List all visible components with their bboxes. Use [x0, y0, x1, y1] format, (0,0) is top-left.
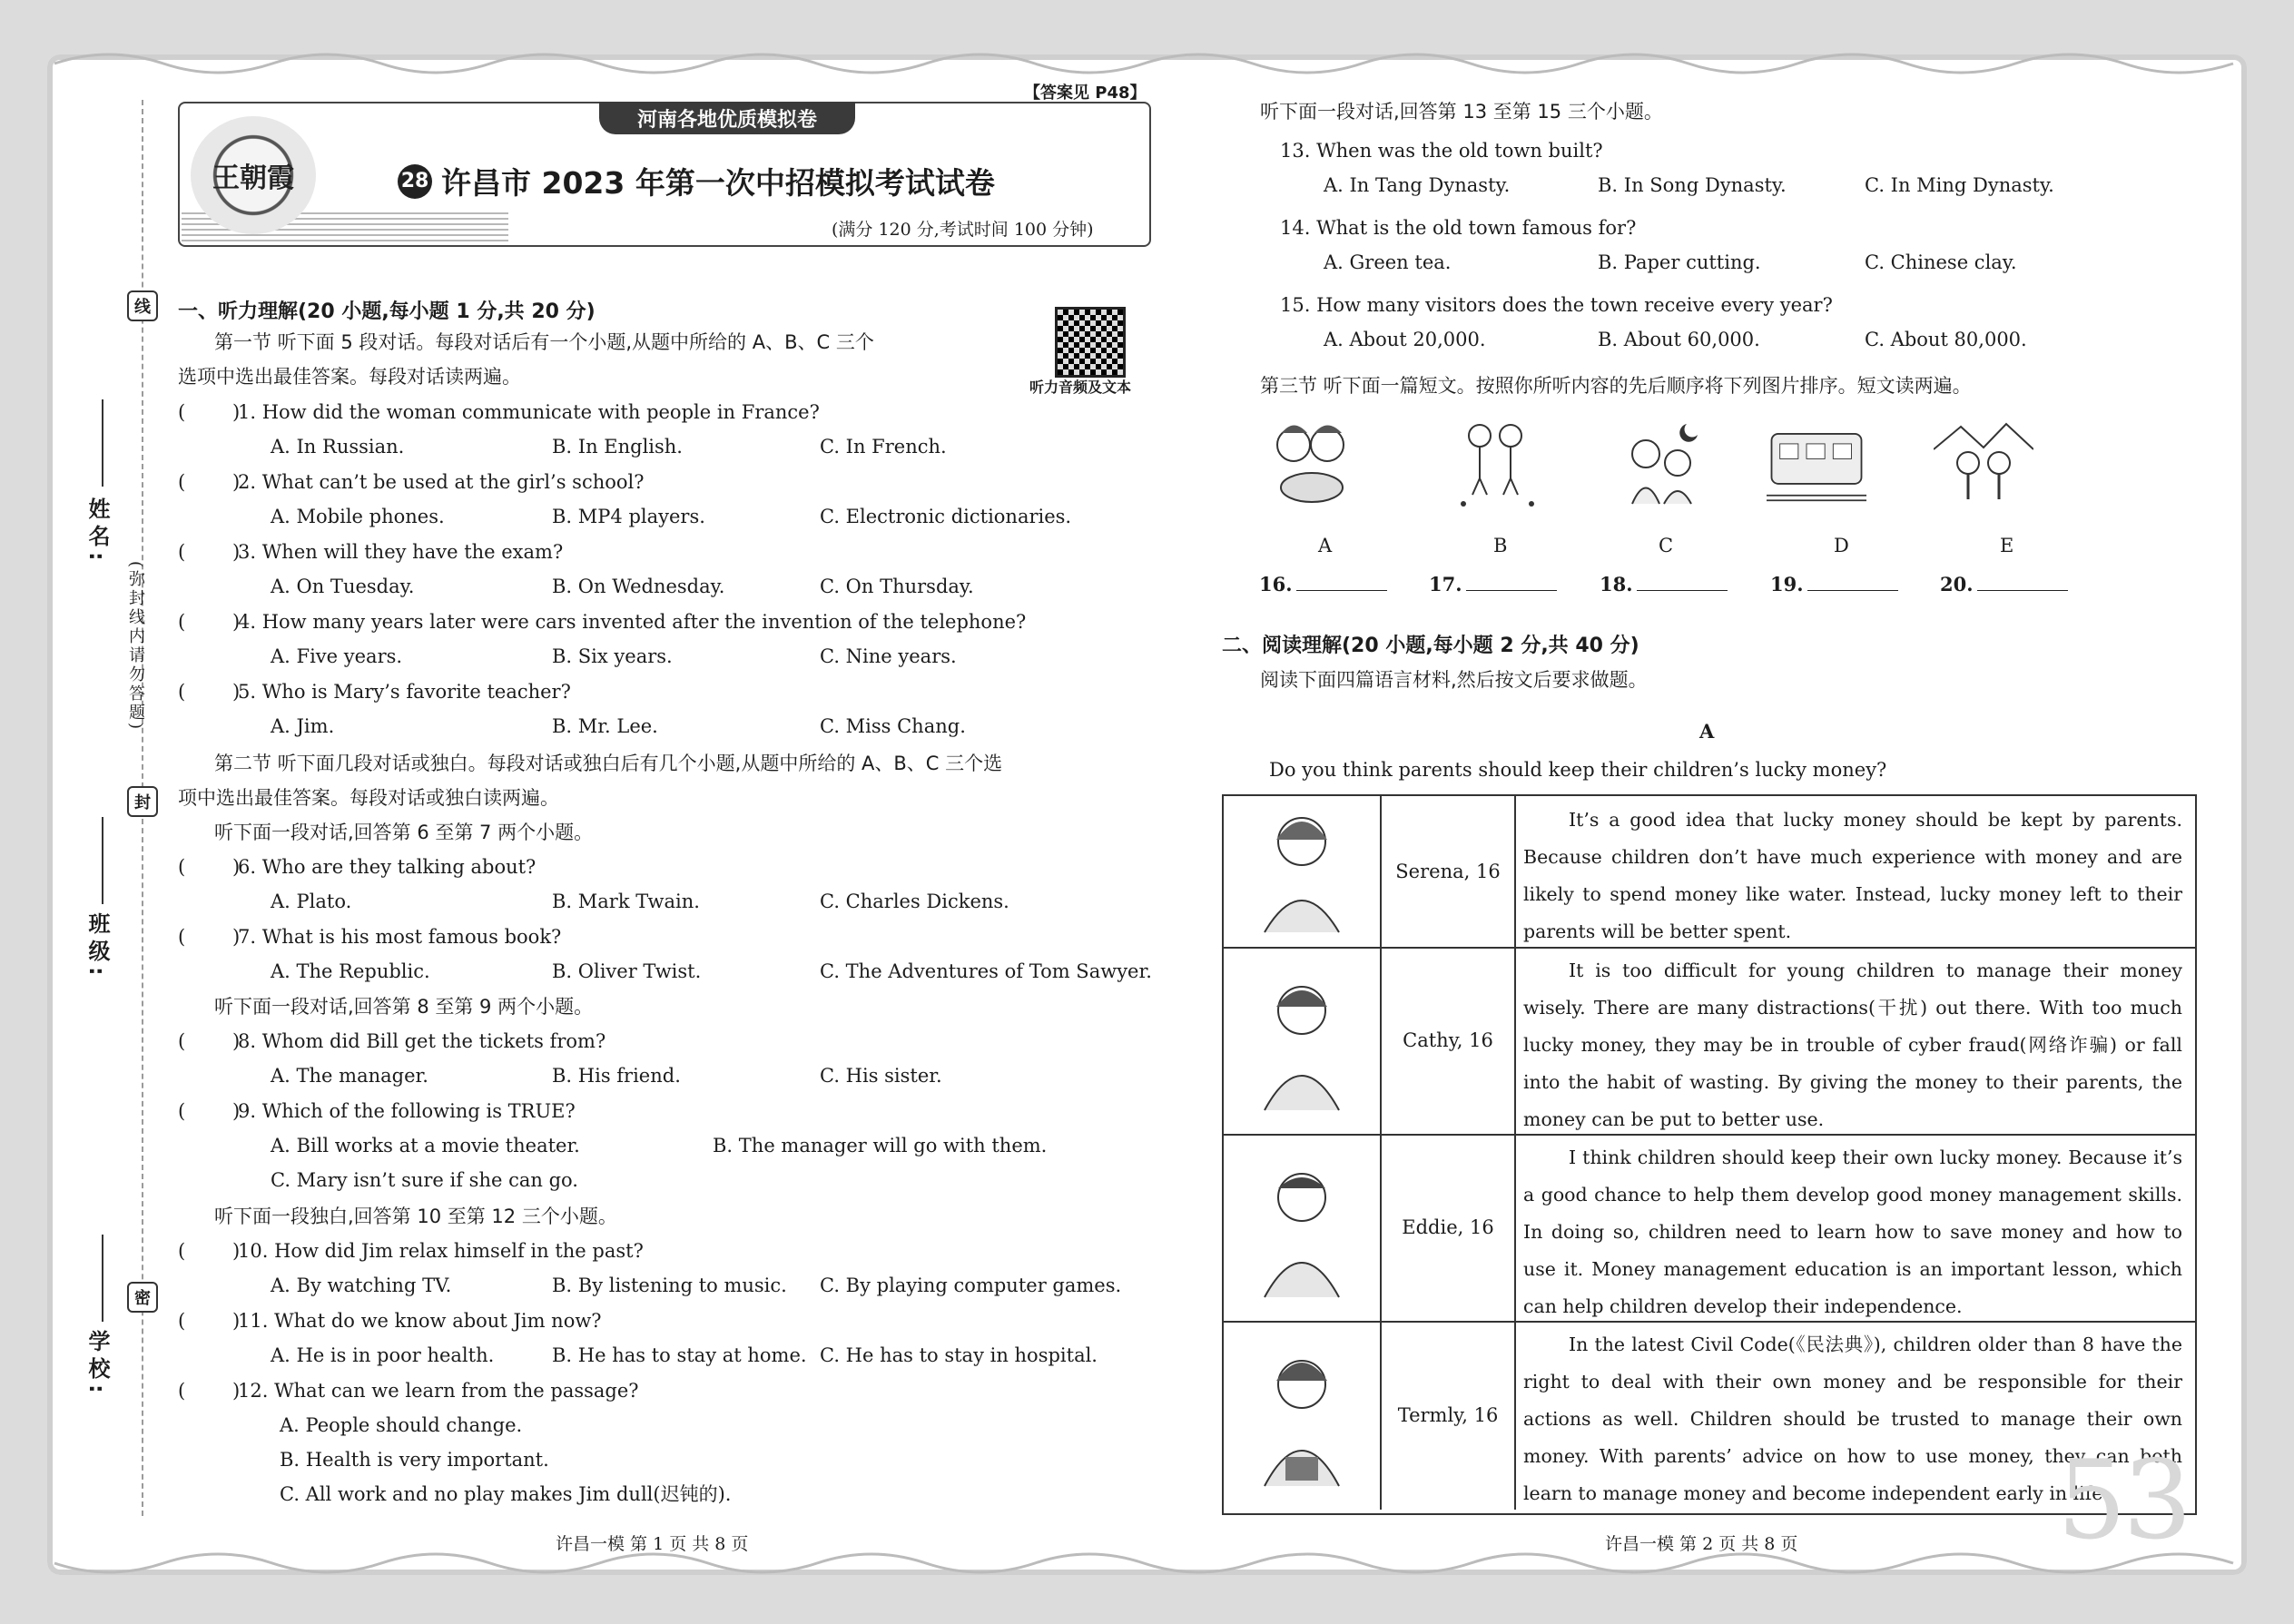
opinion-name: Serena, 16 — [1382, 796, 1516, 947]
opinions-table — [1222, 794, 2197, 1515]
option-a: A. In Russian. — [271, 436, 405, 458]
answer-bracket-close[interactable]: ) — [232, 926, 241, 948]
opinion-text: It’s a good idea that lucky money should be kept by parents. Because children don’t have much experience with money and are likely to spend money like water. Instead, lucky money left to their parents will be better spent. — [1523, 809, 2182, 942]
question-text: 2. What can’t be used at the girl’s school? — [238, 471, 645, 493]
picture-label-a: A — [1318, 535, 1333, 556]
binding-note: (弥封线内请勿答题) — [126, 561, 145, 733]
exam-subtitle: (满分 120 分,考试时间 100 分钟) — [832, 220, 1094, 240]
opinion-text: I think children should keep their own lucky money. Because it’s a good chance to help them develop good money management skills. In doing so, children need to learn how to save money and how to use it. Money management education is an important lesson, which can help children develop their independence. — [1523, 1147, 2182, 1317]
instruction-q6-7: 听下面一段对话,回答第 6 至第 7 两个小题。 — [214, 822, 594, 843]
girl-portrait-icon — [1224, 1321, 1380, 1510]
option-a: A. Five years. — [271, 645, 403, 667]
answer-number-20: 20. — [1940, 573, 1974, 595]
option-b: B. Health is very important. — [280, 1449, 549, 1471]
picture-label-e: E — [2000, 535, 2014, 556]
option-a: A. About 20,000. — [1324, 329, 1486, 350]
option-c: C. His sister. — [820, 1065, 942, 1087]
question-text: 3. When will they have the exam? — [238, 541, 564, 563]
class-underline[interactable] — [102, 817, 103, 904]
answer-bracket-open[interactable]: ( — [178, 1310, 186, 1332]
table-row — [1224, 947, 2195, 1136]
option-c: C. On Thursday. — [820, 576, 974, 597]
question-text: 12. What can we learn from the passage? — [238, 1380, 639, 1402]
opinion-name: Eddie, 16 — [1382, 1134, 1516, 1321]
option-c: C. In Ming Dynasty. — [1865, 174, 2054, 196]
right-page-footer: 许昌一模 第 2 页 共 8 页 — [1605, 1534, 1798, 1554]
option-c: C. In French. — [820, 436, 947, 458]
option-b: B. Six years. — [552, 645, 673, 667]
instruction-q10-12: 听下面一段独白,回答第 10 至第 12 三个小题。 — [214, 1206, 617, 1227]
option-a: A. Mobile phones. — [271, 506, 445, 527]
answer-blank-16[interactable] — [1259, 574, 1387, 595]
option-c: C. Chinese clay. — [1865, 251, 2017, 273]
picture-a-children-eating — [1262, 413, 1362, 513]
page-number-watermark: 53 — [2057, 1438, 2189, 1564]
question-text: 6. Who are they talking about? — [238, 856, 537, 878]
option-b: B. He has to stay at home. — [552, 1344, 807, 1366]
answer-bracket-close[interactable]: ) — [232, 401, 241, 423]
reading-instruction: 阅读下面四篇语言材料,然后按文后要求做题。 — [1260, 669, 1648, 691]
girl-portrait-icon — [1224, 796, 1380, 947]
binding-mark-seal: 封 — [127, 786, 158, 817]
option-a: A. By watching TV. — [271, 1275, 452, 1296]
option-c: C. Mary isn’t sure if she can go. — [271, 1169, 578, 1191]
option-b: B. Paper cutting. — [1598, 251, 1761, 273]
question-text: 10. How did Jim relax himself in the past? — [238, 1240, 644, 1262]
option-a: A. Plato. — [271, 891, 352, 912]
option-b: B. Oliver Twist. — [552, 960, 702, 982]
option-c: C. The Adventures of Tom Sawyer. — [820, 960, 1152, 982]
opinion-text: It is too difficult for young children to manage their money wisely. There are many distractions(干扰) out there. With too much lucky money, they may be in trouble of cyber fraud(网络诈骗) or fall into the habit of wasting. By giving the money to their parents, the money can be put to better use. — [1523, 960, 2182, 1130]
answer-number-16: 16. — [1259, 573, 1293, 595]
exam-header — [178, 84, 1151, 247]
answer-bracket-open[interactable]: ( — [178, 856, 186, 878]
answer-bracket-open[interactable]: ( — [178, 1240, 186, 1262]
opinion-text: In the latest Civil Code(《民法典》), children older than 8 have the right to deal with their own money and be responsible for their actions as well. Children should be trusted to manage their own money. With parents’ advice on how to use money, they can both learn to manage money and become independent early in life. — [1523, 1334, 2182, 1504]
table-row — [1224, 796, 2195, 949]
school-label: 学校: — [84, 1330, 110, 1399]
question-text: 4. How many years later were cars invented after the invention of the telephone? — [238, 611, 1027, 633]
blank-line[interactable] — [1977, 574, 2068, 591]
option-b: B. About 60,000. — [1598, 329, 1760, 350]
binding-mark-secret: 密 — [127, 1282, 158, 1313]
option-a: A. People should change. — [280, 1414, 523, 1436]
answer-blank-17[interactable] — [1429, 574, 1557, 595]
answer-bracket-open[interactable]: ( — [178, 611, 186, 633]
qr-label: 听力音频及文本 — [1029, 379, 1132, 396]
option-b: B. His friend. — [552, 1065, 681, 1087]
answer-bracket-close[interactable]: ) — [232, 1310, 241, 1332]
passage-question: Do you think parents should keep their children’s lucky money? — [1269, 759, 1887, 781]
picture-b-children-walking — [1445, 413, 1545, 513]
passage-label: A — [1699, 720, 1715, 743]
answer-blank-20[interactable] — [1940, 574, 2068, 595]
answer-bracket-close[interactable]: ) — [232, 1100, 241, 1122]
answer-bracket-close[interactable]: ) — [232, 1030, 241, 1052]
answer-bracket-open[interactable]: ( — [178, 401, 186, 423]
girl-portrait-icon — [1224, 947, 1380, 1134]
answer-bracket-close[interactable]: ) — [232, 471, 241, 493]
class-label: 班级: — [84, 912, 110, 981]
option-a: A. On Tuesday. — [271, 576, 415, 597]
question-text: 7. What is his most famous book? — [238, 926, 562, 948]
answer-bracket-close[interactable]: ) — [232, 1240, 241, 1262]
question-text: 9. Which of the following is TRUE? — [238, 1100, 576, 1122]
option-b: B. Mr. Lee. — [552, 715, 658, 737]
option-b: B. In English. — [552, 436, 683, 458]
table-row — [1224, 1134, 2195, 1323]
option-c: C. Charles Dickens. — [820, 891, 1009, 912]
option-c: C. Nine years. — [820, 645, 957, 667]
option-c: C. By playing computer games. — [820, 1275, 1122, 1296]
option-c: C. Miss Chang. — [820, 715, 966, 737]
option-c: C. All work and no play makes Jim dull(迟钝的). — [280, 1483, 732, 1505]
option-a: A. He is in poor health. — [271, 1344, 495, 1366]
portrait-cathy — [1224, 947, 1382, 1134]
series-banner: 河南各地优质模拟卷 — [599, 102, 855, 134]
portrait-serena — [1224, 796, 1382, 947]
option-a: A. Green tea. — [1324, 251, 1452, 273]
answer-bracket-open[interactable]: ( — [178, 471, 186, 493]
exam-title-text: 许昌市 2023 年第一次中招模拟考试试卷 — [441, 165, 995, 201]
blank-line[interactable] — [1807, 574, 1898, 591]
option-c: C. About 80,000. — [1865, 329, 2027, 350]
blank-line[interactable] — [1296, 574, 1387, 591]
question-text: 15. How many visitors does the town receive every year? — [1280, 294, 1833, 316]
option-a: A. In Tang Dynasty. — [1324, 174, 1511, 196]
option-b: B. The manager will go with them. — [713, 1135, 1048, 1156]
blank-line[interactable] — [1466, 574, 1557, 591]
option-b: B. MP4 players. — [552, 506, 705, 527]
section-listening-title: 一、听力理解(20 小题,每小题 1 分,共 20 分) — [178, 300, 596, 323]
question-text: 1. How did the woman communicate with people in France? — [238, 401, 820, 423]
question-text: 11. What do we know about Jim now? — [238, 1310, 602, 1332]
answer-number-19: 19. — [1770, 573, 1804, 595]
answer-bracket-close[interactable]: ) — [232, 856, 241, 878]
picture-label-b: B — [1493, 535, 1508, 556]
answer-bracket-open[interactable]: ( — [178, 681, 186, 703]
option-a: A. Bill works at a movie theater. — [271, 1135, 580, 1156]
answer-bracket-close[interactable]: ) — [232, 1380, 241, 1402]
option-c: C. Electronic dictionaries. — [820, 506, 1072, 527]
school-underline[interactable] — [102, 1235, 103, 1322]
name-label: 姓名: — [84, 497, 110, 566]
blank-line[interactable] — [1637, 574, 1728, 591]
option-a: A. The Republic. — [271, 960, 430, 982]
answer-bracket-open[interactable]: ( — [178, 926, 186, 948]
opinion-name: Cathy, 16 — [1382, 947, 1516, 1134]
qr-code-icon[interactable] — [1055, 307, 1126, 378]
answer-bracket-close[interactable]: ) — [232, 611, 241, 633]
question-text: 8. Whom did Bill get the tickets from? — [238, 1030, 606, 1052]
picture-c-family-night — [1614, 413, 1714, 513]
answer-bracket-open[interactable]: ( — [178, 1100, 186, 1122]
portrait-termly — [1224, 1321, 1382, 1510]
picture-e-children-outdoors — [1934, 413, 2033, 513]
question-text: 5. Who is Mary’s favorite teacher? — [238, 681, 571, 703]
option-b: B. Mark Twain. — [552, 891, 700, 912]
boy-portrait-icon — [1224, 1134, 1380, 1321]
exam-number-badge: 28 — [398, 164, 432, 199]
answer-bracket-open[interactable]: ( — [178, 1030, 186, 1052]
opinion-name: Termly, 16 — [1382, 1321, 1516, 1510]
answer-number-17: 17. — [1429, 573, 1462, 595]
exam-title — [398, 160, 995, 202]
answer-bracket-open[interactable]: ( — [178, 541, 186, 563]
option-b: B. In Song Dynasty. — [1598, 174, 1787, 196]
answer-bracket-close[interactable]: ) — [232, 681, 241, 703]
option-a: A. Jim. — [271, 715, 335, 737]
answer-reference: 【答案见 P48】 — [1024, 84, 1147, 103]
table-row — [1224, 1321, 2195, 1510]
option-b: B. On Wednesday. — [552, 576, 725, 597]
question-text: 13. When was the old town built? — [1280, 140, 1603, 162]
answer-blank-18[interactable] — [1600, 574, 1728, 595]
answer-number-18: 18. — [1600, 573, 1633, 595]
option-c: C. He has to stay in hospital. — [820, 1344, 1098, 1366]
name-underline[interactable] — [102, 399, 103, 487]
part1-instruction-line1: 第一节 听下面 5 段对话。每段对话后有一个小题,从题中所给的 A、B、C 三个 — [214, 331, 874, 353]
instruction-q8-9: 听下面一段对话,回答第 8 至第 9 两个小题。 — [214, 996, 594, 1018]
picture-label-d: D — [1834, 535, 1849, 556]
answer-bracket-open[interactable]: ( — [178, 1380, 186, 1402]
binding-mark-line: 线 — [127, 290, 158, 321]
answer-blank-19[interactable] — [1770, 574, 1898, 595]
section-reading-title: 二、阅读理解(20 小题,每小题 2 分,共 40 分) — [1222, 635, 1639, 657]
picture-d-train — [1767, 413, 1866, 513]
picture-label-c: C — [1659, 535, 1674, 556]
portrait-eddie — [1224, 1134, 1382, 1321]
part2-instruction-line1: 第二节 听下面几段对话或独白。每段对话或独白后有几个小题,从题中所给的 A、B、C 三个选 — [214, 753, 1003, 774]
option-a: A. The manager. — [271, 1065, 428, 1087]
answer-bracket-close[interactable]: ) — [232, 541, 241, 563]
option-b: B. By listening to music. — [552, 1275, 787, 1296]
instruction-q13-15: 听下面一段对话,回答第 13 至第 15 三个小题。 — [1260, 101, 1663, 123]
publisher-logo: 王朝霞 — [191, 116, 316, 234]
question-text: 14. What is the old town famous for? — [1280, 217, 1637, 239]
part2-instruction-line2: 项中选出最佳答案。每段对话或独白读两遍。 — [178, 787, 559, 809]
part3-instruction: 第三节 听下面一篇短文。按照你所听内容的先后顺序将下列图片排序。短文读两遍。 — [1260, 375, 1972, 397]
left-page-footer: 许昌一模 第 1 页 共 8 页 — [556, 1534, 749, 1554]
part1-instruction-line2: 选项中选出最佳答案。每段对话读两遍。 — [178, 366, 521, 388]
